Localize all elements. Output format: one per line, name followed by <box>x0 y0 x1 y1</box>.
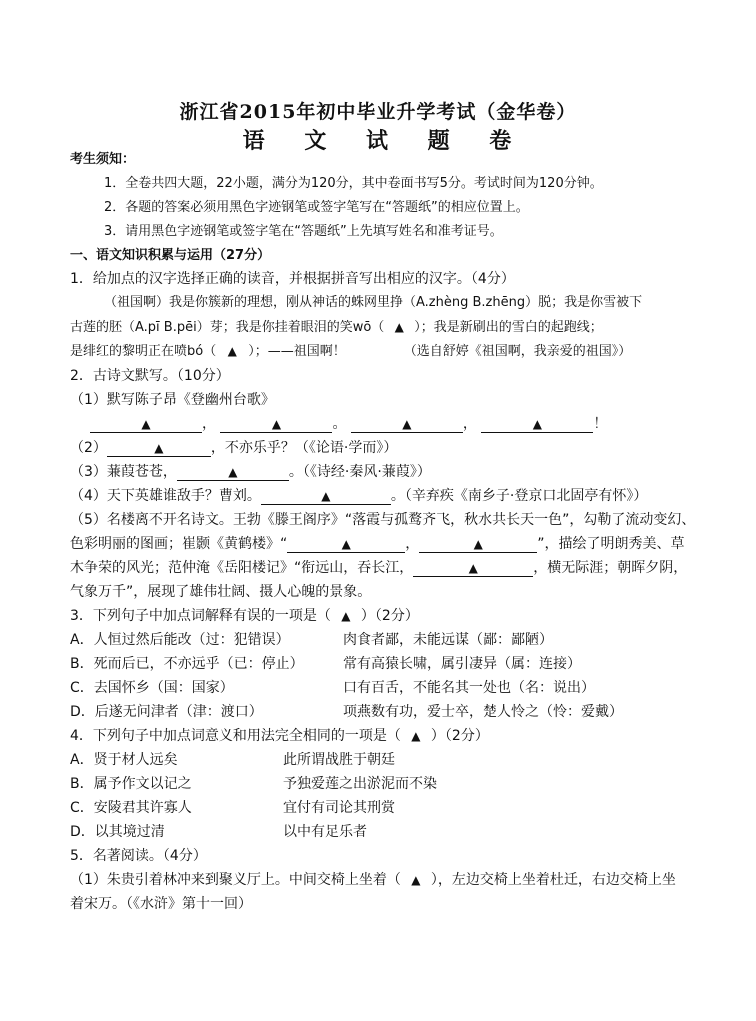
notice-heading: 考生须知： <box>70 152 136 167</box>
q4-option-b: B．属予作文以记之 <box>70 776 192 792</box>
answer-blank[interactable]: ▲ <box>413 560 533 577</box>
q3-option-d: D．后遂无问津者（津：渡口） <box>70 704 263 720</box>
q2-part-3: （3）蒹葭苍苍， ▲ 。（《诗经·秦风·蒹葭》） <box>70 464 431 480</box>
q5-part-1-line-1: （1）朱贵引着林冲来到聚义厅上。中间交椅上坐着（ ▲ ），左边交椅上坐着杜迁，右边交椅上坐 <box>70 872 676 888</box>
q4-option-a: A．贤于材人远矣 <box>70 752 178 768</box>
q4-option-d: D．以其境过清 <box>70 824 165 840</box>
q3-stem: 3．下列句子中加点词解释有误的一项是（ ▲ ）（2分） <box>70 608 419 624</box>
q5-stem: 5．名著阅读。（4分） <box>70 848 207 864</box>
q2-stem: 2．古诗文默写。（10分） <box>70 368 230 384</box>
q4-option-d-pair: 以中有足乐者 <box>283 824 367 840</box>
answer-blank[interactable]: ▲ <box>287 536 405 553</box>
q2-part-2: （2） ▲ ，不亦乐乎？（《论语·学而》） <box>70 440 398 456</box>
paper-subtitle: 语 文 试 题 卷 <box>242 128 514 154</box>
q2-part-4: （4）天下英雄谁敌手？曹刘。 ▲ 。（辛弃疾《南乡子·登京口北固亭有怀》） <box>70 488 648 504</box>
q2-part-5-line-1: （5）名楼离不开名诗文。王勃《滕王阁序》“落霞与孤鹜齐飞，秋水共长天一色”，勾勒了流动变幻、 <box>70 512 696 528</box>
q2-part-5-line-2: 色彩明丽的图画；崔颢《黄鹤楼》“ ▲ ， ▲ ”，描绘了明朗秀美、草 <box>70 536 685 552</box>
q2-part-5-line-3: 木争荣的风光；范仲淹《岳阳楼记》“衔远山，吞长江， ▲ ，横无际涯；朝晖夕阴， <box>70 560 688 576</box>
q1-passage-line-3: 是绯红的黎明正在喷bó（ ▲ ）；——祖国啊！ （选自舒婷《祖国啊，我亲爱的祖国》） <box>70 341 631 362</box>
notice-item-2: 2．各题的答案必须用黑色字迹钢笔或签字笔写在“答题纸”的相应位置上。 <box>104 200 529 215</box>
answer-blank[interactable]: ▲ <box>261 488 391 505</box>
q4-option-c: C．安陵君其许寡人 <box>70 800 192 816</box>
q1-stem: 1．给加点的汉字选择正确的读音，并根据拼音写出相应的汉字。（4分） <box>70 271 515 287</box>
q3-option-c: C．去国怀乡（国：国家） <box>70 680 234 696</box>
q2-part-5-line-4: 气象万千”，展现了雄伟壮阔、摄人心魄的景象。 <box>70 584 372 600</box>
answer-mark: ▲ <box>394 320 404 334</box>
q3-option-c-pair: 口有百舌，不能名其一处也（名：说出） <box>343 680 595 696</box>
q3-option-b-pair: 常有高猿长啸，属引凄异（属：连接） <box>343 656 581 672</box>
q1-passage-line-1: （祖国啊）我是你簇新的理想，刚从神话的蛛网里挣（A.zhèng B.zhēng）脱；我是你雪被下 <box>104 295 643 310</box>
q3-option-a-pair: 肉食者鄙，未能远谋（鄙：鄙陋） <box>343 632 553 648</box>
notice-item-3: 3．请用黑色字迹钢笔或签字笔在“答题纸”上先填写姓名和准考证号。 <box>104 224 503 239</box>
answer-blank[interactable]: ▲ <box>90 416 202 433</box>
exam-title: 浙江省2015年初中毕业升学考试（金华卷） <box>179 101 577 123</box>
answer-blank[interactable]: ▲ <box>351 416 463 433</box>
q2-part-1: （1）默写陈子昂《登幽州台歌》 <box>70 392 275 408</box>
q3-option-b: B．死而后已，不亦远乎（已：停止） <box>70 656 304 672</box>
q2-part-1-blanks: ▲ ， ▲ 。 ▲ ， ▲ ！ <box>90 414 607 434</box>
q4-stem: 4．下列句子中加点词意义和用法完全相同的一项是（ ▲ ）（2分） <box>70 728 489 744</box>
q5-part-1-line-2: 着宋万。（《水浒》第十一回） <box>70 896 252 912</box>
q4-option-c-pair: 宜付有司论其刑赏 <box>283 800 395 816</box>
answer-blank[interactable]: ▲ <box>419 536 537 553</box>
q4-option-b-pair: 予独爱莲之出淤泥而不染 <box>283 776 437 792</box>
q1-passage-line-2: 古莲的胚（A.pī B.pēi）芽；我是你挂着眼泪的笑wō（ ▲ ）；我是新刷出的雪白的起跑线； <box>70 317 603 338</box>
answer-blank[interactable]: ▲ <box>177 464 289 481</box>
section-1-heading: 一、语文知识积累与运用（27分） <box>70 248 271 263</box>
q3-option-a: A．人恒过然后能改（过：犯错误） <box>70 632 290 648</box>
answer-blank[interactable]: ▲ <box>481 416 593 433</box>
answer-mark: ▲ <box>227 344 237 358</box>
answer-blank[interactable]: ▲ <box>107 440 211 457</box>
notice-item-1: 1．全卷共四大题，22小题，满分为120分，其中卷面书写5分。考试时间为120分钟。 <box>104 176 603 191</box>
q4-option-a-pair: 此所谓战胜于朝廷 <box>283 752 395 768</box>
q3-option-d-pair: 项燕数有功，爱士卒，楚人怜之（怜：爱戴） <box>343 704 623 720</box>
answer-blank[interactable]: ▲ <box>220 416 332 433</box>
